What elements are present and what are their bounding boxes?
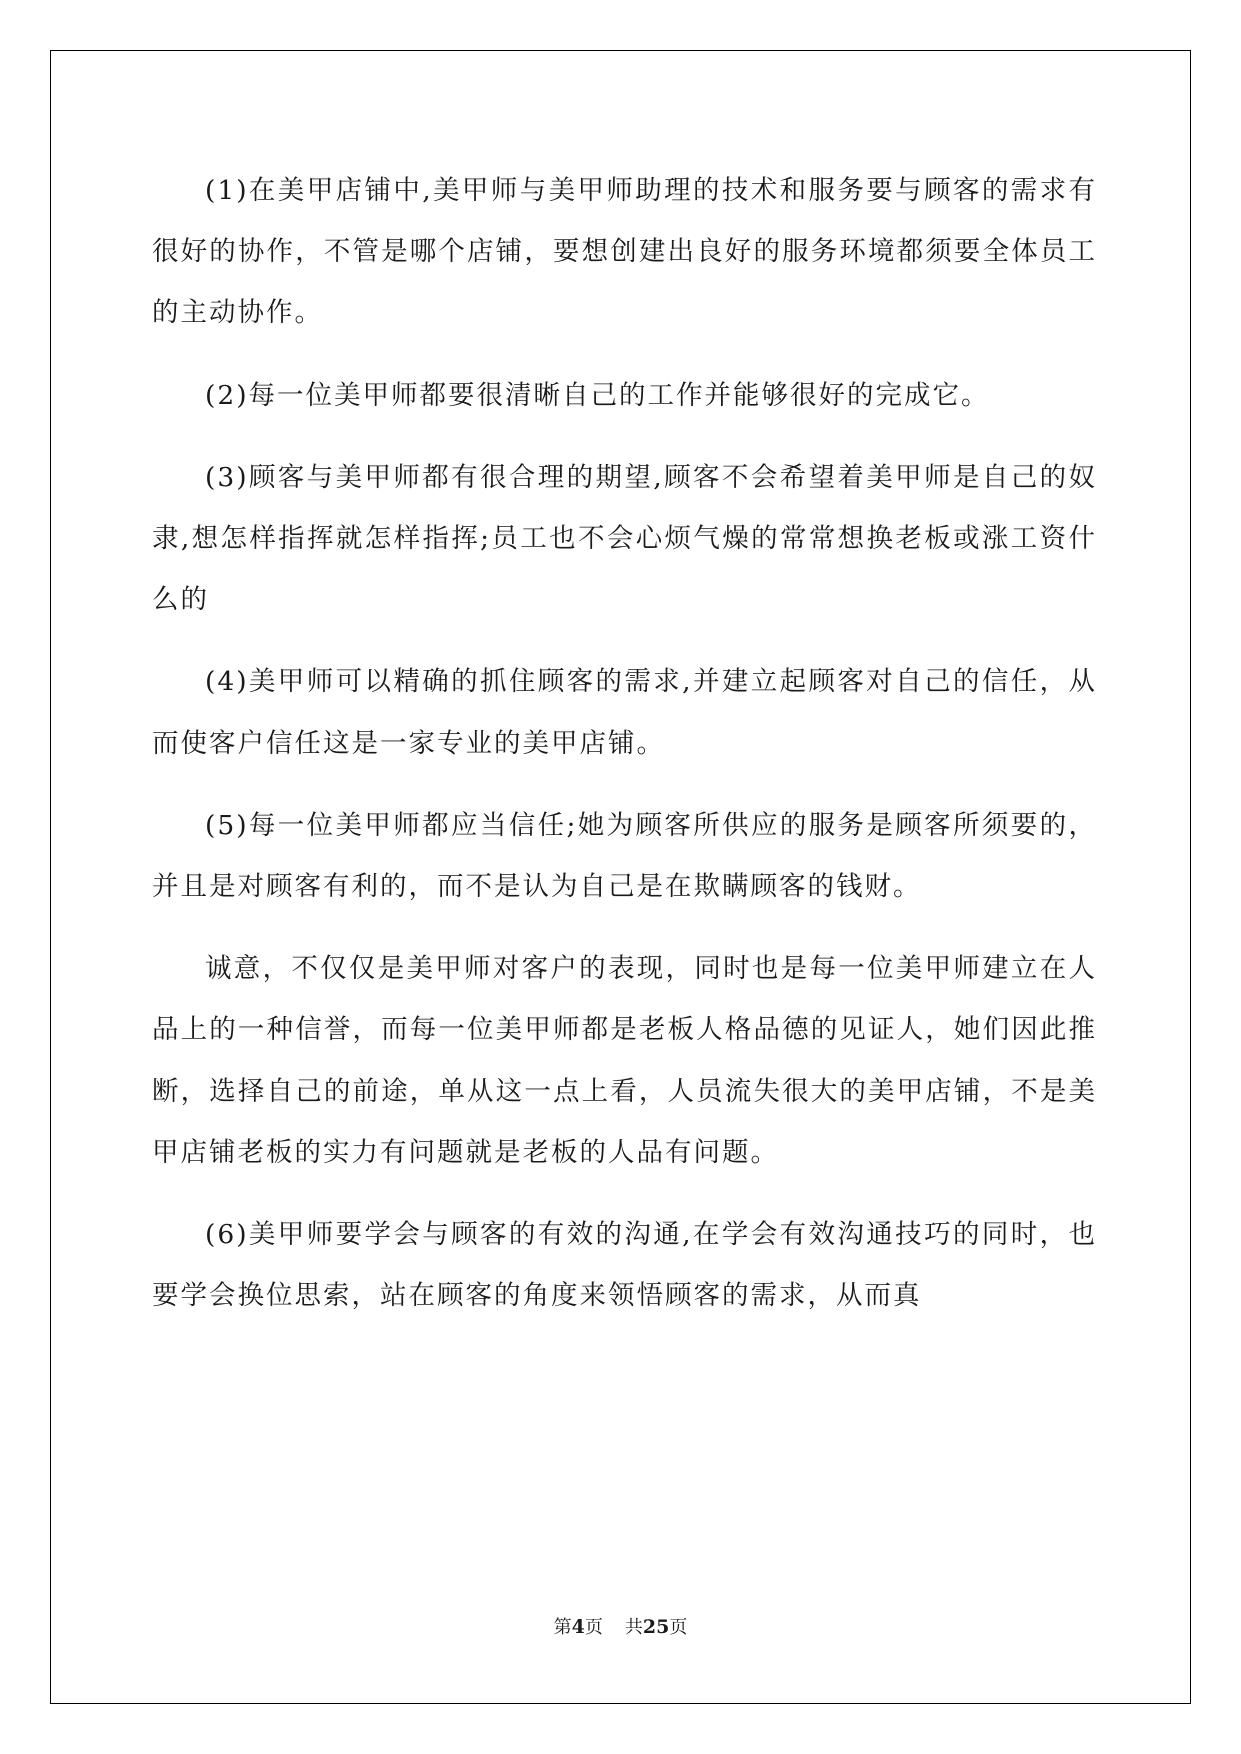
page-prefix: 第 bbox=[553, 1617, 572, 1638]
paragraph-5: (5)每一位美甲师都应当信任;她为顾客所供应的服务是顾客所须要的，并且是对顾客有利的，而不是认为自己是在欺瞒顾客的钱财。 bbox=[152, 809, 1097, 903]
page-suffix: 页 bbox=[584, 1617, 603, 1638]
total-pages: 25 bbox=[642, 1616, 670, 1638]
paragraph-sincerity: 诚意，不仅仅是美甲师对客户的表现，同时也是每一位美甲师建立在人品上的一种信誉，而每一位美甲师都是老板人格品德的见证人，她们因此推断，选择自己的前途，单从这一点上看，人员流失很大的美甲店铺，不是美甲店铺老板的实力有问题就是老板的人品有问题。 bbox=[152, 953, 1097, 1168]
page-footer bbox=[0, 1613, 1241, 1639]
total-prefix: 共 bbox=[624, 1617, 643, 1638]
paragraph-1: (1)在美甲店铺中,美甲师与美甲师助理的技术和服务要与顾客的需求有很好的协作，不管是哪个店铺，要想创建出良好的服务环境都须要全体员工的主动协作。 bbox=[152, 175, 1097, 329]
total-suffix: 页 bbox=[669, 1617, 688, 1638]
paragraph-2: (2)每一位美甲师都要很清晰自己的工作并能够很好的完成它。 bbox=[205, 379, 990, 411]
paragraph-6: (6)美甲师要学会与顾客的有效的沟通,在学会有效沟通技巧的同时，也要学会换位思索，站在顾客的角度来领悟顾客的需求，从而真 bbox=[152, 1219, 1097, 1312]
document-body bbox=[152, 160, 1097, 1347]
paragraph-4: (4)美甲师可以精确的抓住顾客的需求,并建立起顾客对自己的信任，从而使客户信任这是一家专业的美甲店铺。 bbox=[152, 666, 1097, 759]
paragraph-3: (3)顾客与美甲师都有很合理的期望,顾客不会希望着美甲师是自己的奴隶,想怎样指挥就怎样指挥;员工也不会心烦气燥的常常想换老板或涨工资什么的 bbox=[152, 461, 1097, 616]
page-number: 4 bbox=[571, 1616, 585, 1638]
